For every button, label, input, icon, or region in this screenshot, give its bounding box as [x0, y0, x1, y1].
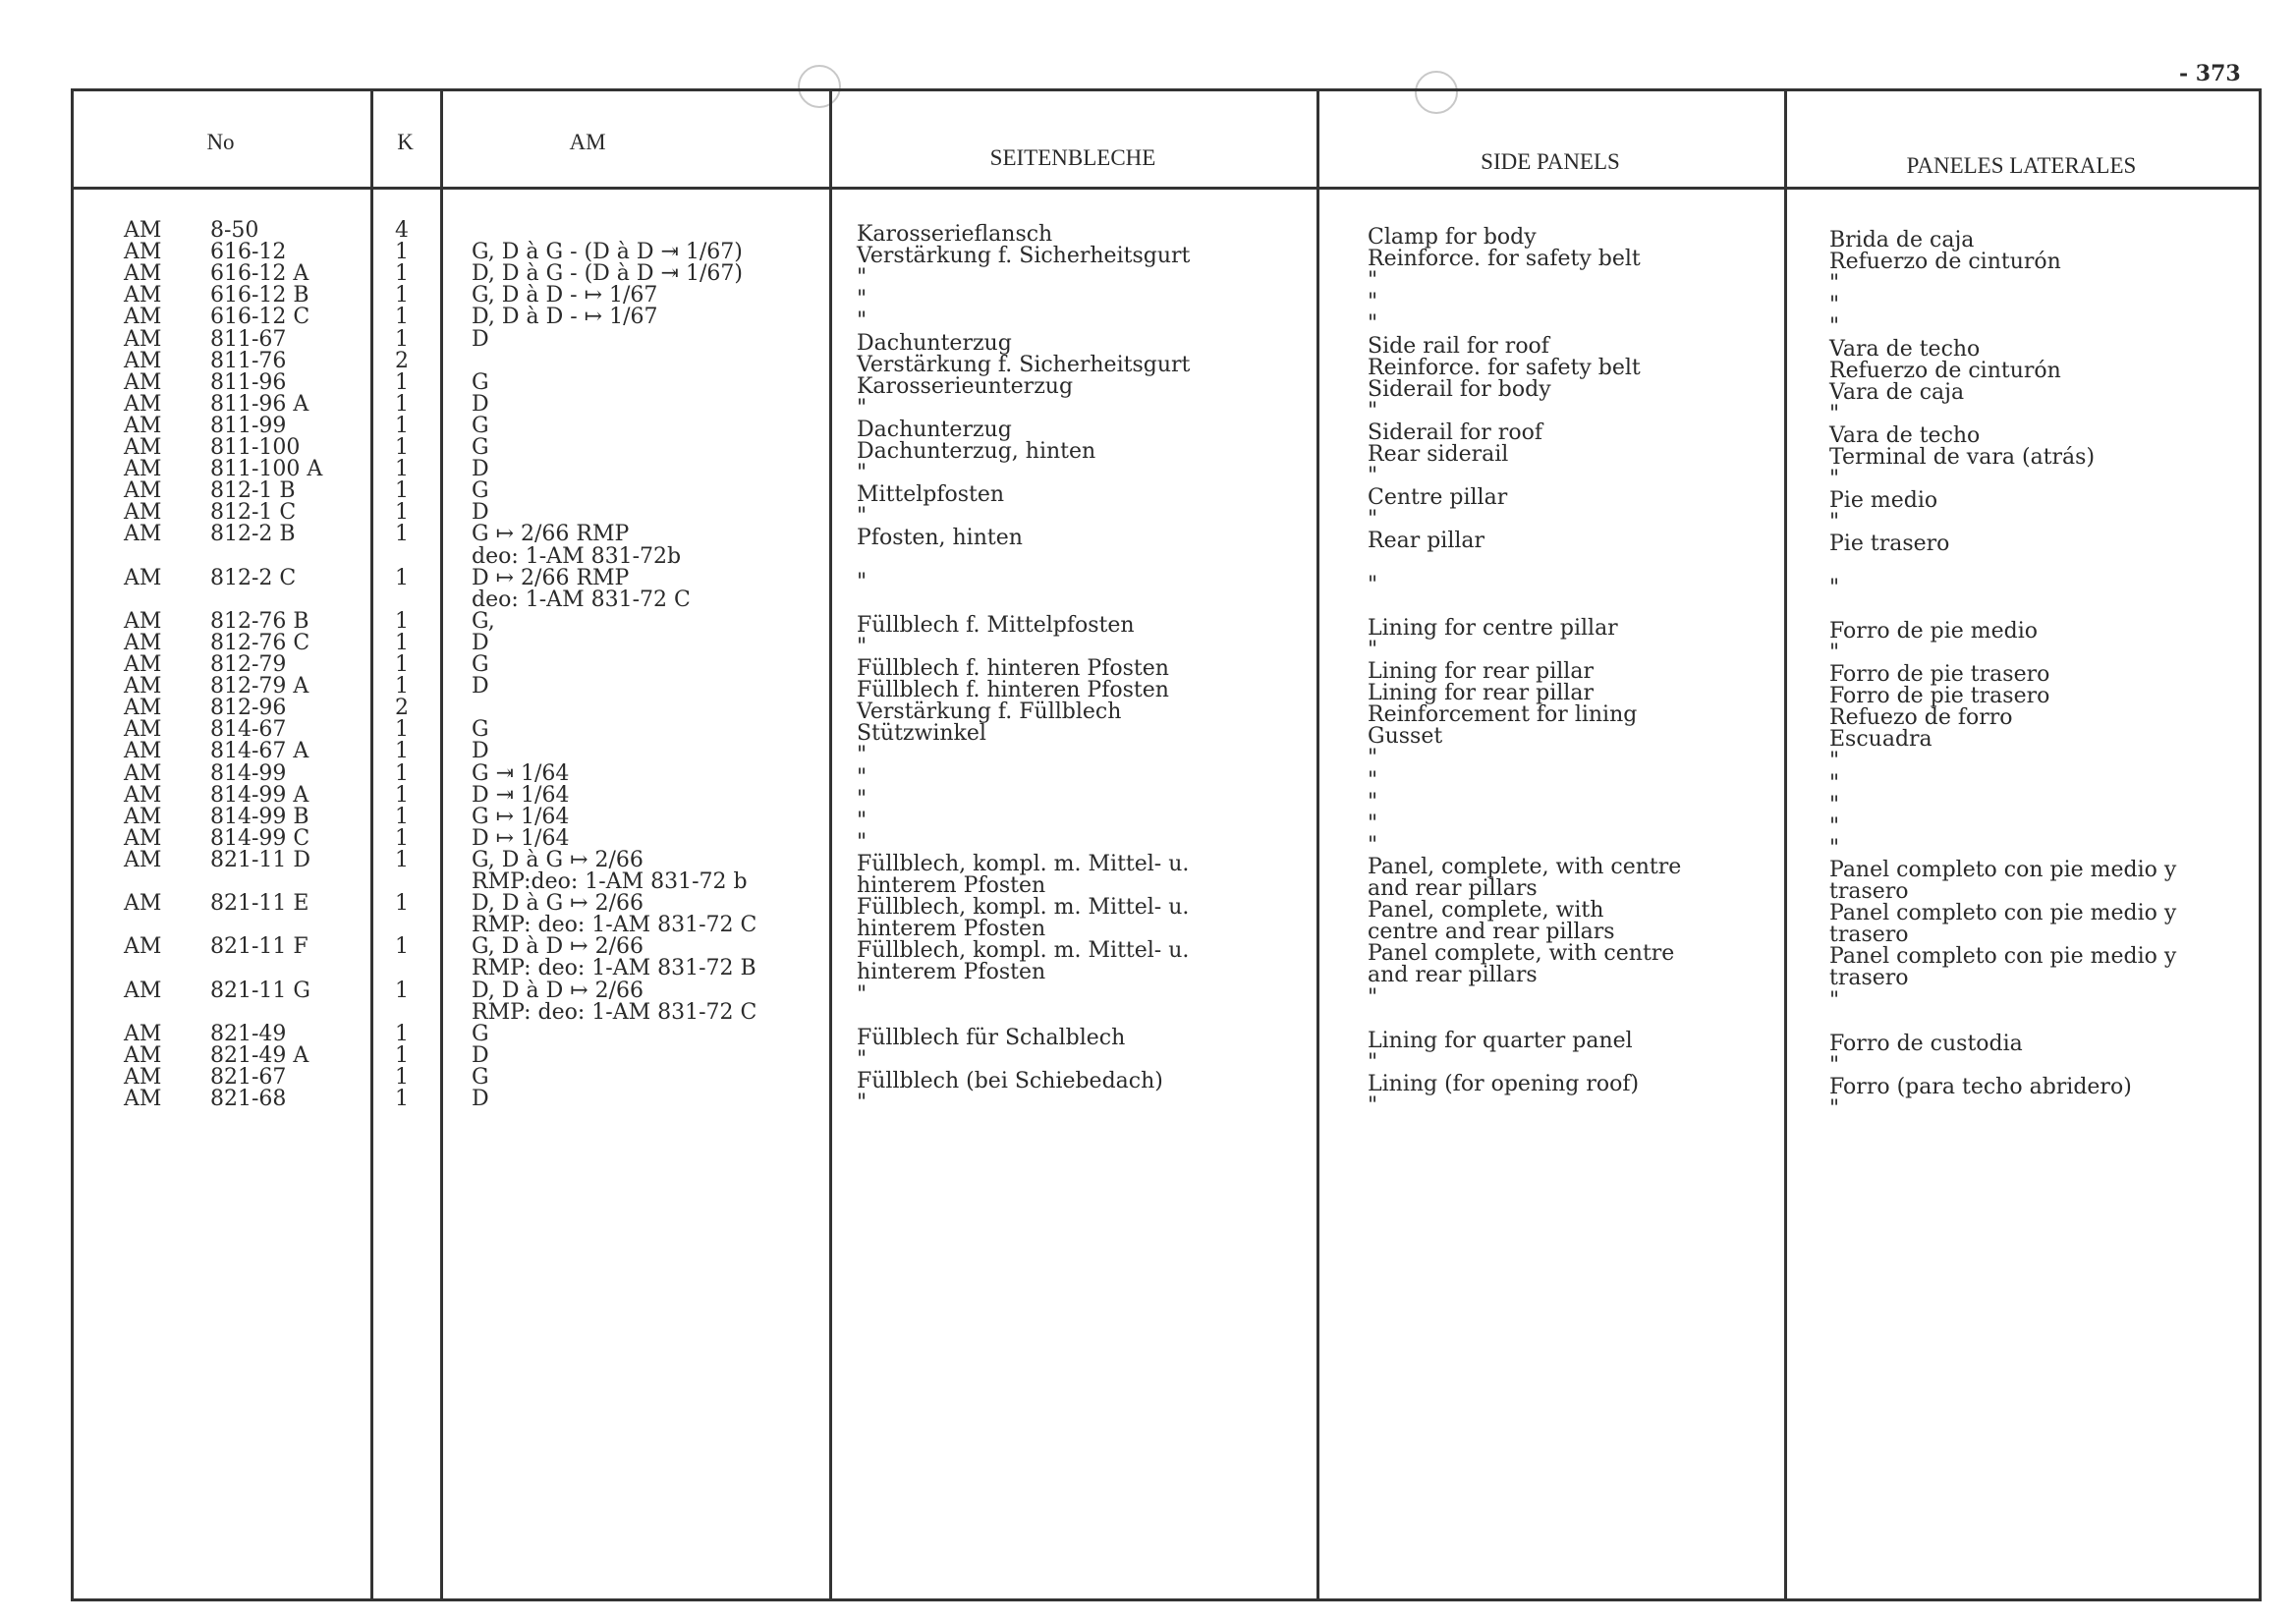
prefix-cell: AM	[124, 847, 162, 872]
spanish-cell: Refuerzo de cinturón	[1829, 250, 2061, 275]
prefix-cell: AM	[124, 1042, 162, 1068]
german-cell: "	[857, 808, 868, 833]
prefix-cell: AM	[124, 1021, 162, 1046]
german-cell: Mittelpfosten	[857, 482, 1005, 508]
german-cell: Füllblech f. hinteren Pfosten	[857, 678, 1169, 703]
quantity-cell: 1	[395, 1087, 409, 1111]
am-cell: G	[472, 369, 489, 395]
part-number-cell: 821-49 A	[210, 1042, 309, 1068]
prefix-cell: AM	[124, 283, 162, 308]
prefix-cell: AM	[124, 261, 162, 287]
german-cell: hinterem Pfosten	[857, 960, 1046, 985]
english-cell: "	[1368, 398, 1378, 423]
english-cell: "	[1368, 637, 1378, 662]
part-number-cell: 812-1 B	[210, 478, 296, 504]
quantity-cell: 1	[395, 1021, 409, 1046]
part-number-cell: 821-11 G	[210, 978, 310, 1003]
quantity-cell: 1	[395, 565, 409, 590]
english-cell: Side rail for roof	[1368, 333, 1549, 359]
prefix-cell: AM	[124, 674, 162, 700]
part-number-cell: 811-100	[210, 435, 301, 460]
german-cell: Verstärkung f. Sicherheitsgurt	[857, 244, 1191, 269]
german-cell: hinterem Pfosten	[857, 873, 1046, 898]
header-german: SEITENBLECHE	[989, 145, 1156, 170]
quantity-cell: 1	[395, 847, 409, 872]
quantity-cell: 1	[395, 413, 409, 438]
quantity-cell: 1	[395, 760, 409, 786]
german-cell: Dachunterzug	[857, 417, 1012, 442]
part-number-cell: 811-100 A	[210, 457, 323, 482]
part-number-cell: 812-79	[210, 652, 287, 677]
english-cell: Lining for rear pillar	[1368, 681, 1594, 706]
english-cell: Lining (for opening roof)	[1368, 1071, 1640, 1096]
prefix-cell: AM	[124, 891, 162, 917]
prefix-cell: AM	[124, 1064, 162, 1090]
quantity-cell: 1	[395, 825, 409, 851]
part-number-cell: 821-67	[210, 1064, 287, 1090]
am-cell: G	[472, 478, 489, 504]
am-cell: G	[472, 1064, 489, 1090]
prefix-cell: AM	[124, 1087, 162, 1111]
german-cell: Füllblech, kompl. m. Mittel- u.	[857, 938, 1190, 964]
english-cell: "	[1368, 464, 1378, 489]
german-cell: "	[857, 634, 868, 659]
am-cell: RMP:deo: 1-AM 831-72 b	[472, 869, 748, 894]
quantity-cell: 1	[395, 326, 409, 352]
am-cell: D, D à G ↦ 2/66	[472, 891, 644, 917]
quantity-cell: 1	[395, 1064, 409, 1090]
english-cell: Gusset	[1368, 724, 1443, 750]
prefix-cell: AM	[124, 825, 162, 851]
prefix-cell: AM	[124, 804, 162, 829]
spanish-cell: "	[1829, 749, 1840, 774]
spanish-cell: Vara de techo	[1829, 336, 1981, 362]
column-divider	[2259, 88, 2262, 1601]
column-divider	[1316, 88, 1319, 1601]
quantity-cell: 1	[395, 1042, 409, 1068]
german-cell: "	[857, 395, 868, 420]
english-cell: Siderail for body	[1368, 376, 1551, 402]
english-cell: Panel, complete, with	[1368, 898, 1604, 924]
am-cell: RMP: deo: 1-AM 831-72 B	[472, 956, 756, 981]
prefix-cell: AM	[124, 782, 162, 808]
column-divider	[370, 88, 373, 1601]
prefix-cell: AM	[124, 457, 162, 482]
quantity-cell: 1	[395, 891, 409, 917]
spanish-cell: Forro de pie medio	[1829, 618, 2039, 644]
spanish-cell: Panel completo con pie medio y	[1829, 857, 2177, 882]
column-divider	[440, 88, 443, 1601]
german-cell: Verstärkung f. Füllblech	[857, 700, 1122, 725]
am-cell: G ⇥ 1/64	[472, 760, 570, 786]
quantity-cell: 1	[395, 978, 409, 1003]
am-cell: G, D à G - (D à D ⇥ 1/67)	[472, 240, 743, 265]
english-cell: Rear pillar	[1368, 529, 1485, 554]
german-cell: Verstärkung f. Sicherheitsgurt	[857, 352, 1191, 377]
am-cell: D ⇥ 1/64	[472, 782, 570, 808]
quantity-cell: 1	[395, 934, 409, 960]
spanish-cell: "	[1829, 640, 1840, 665]
am-cell: D, D à D ↦ 2/66	[472, 978, 644, 1003]
german-cell: Karosserieunterzug	[857, 373, 1074, 399]
spanish-cell: trasero	[1829, 923, 1909, 948]
page-number: - 373	[2179, 61, 2241, 86]
spanish-cell: Panel completo con pie medio y	[1829, 944, 2177, 970]
german-cell: "	[857, 287, 868, 312]
german-cell: "	[857, 569, 868, 594]
quantity-cell: 1	[395, 652, 409, 677]
prefix-cell: AM	[124, 413, 162, 438]
quantity-cell: 1	[395, 283, 409, 308]
german-cell: Karosserieflansch	[857, 222, 1053, 247]
quantity-cell: 1	[395, 717, 409, 743]
part-number-cell: 812-2 C	[210, 565, 297, 590]
spanish-cell: "	[1829, 1096, 1840, 1121]
header-divider	[71, 187, 2262, 190]
am-cell: deo: 1-AM 831-72 C	[472, 587, 691, 612]
table-bottom-border	[71, 1598, 2262, 1601]
part-number-cell: 821-11 E	[210, 891, 309, 917]
prefix-cell: AM	[124, 348, 162, 373]
prefix-cell: AM	[124, 717, 162, 743]
spanish-cell: "	[1829, 293, 1840, 318]
part-number-cell: 812-1 C	[210, 500, 297, 526]
german-cell: Pfosten, hinten	[857, 526, 1023, 551]
prefix-cell: AM	[124, 369, 162, 395]
part-number-cell: 821-68	[210, 1087, 287, 1111]
prefix-cell: AM	[124, 305, 162, 330]
am-cell: D	[472, 326, 489, 352]
german-cell: Füllblech, kompl. m. Mittel- u.	[857, 895, 1190, 921]
spanish-cell: Refuerzo de cinturón	[1829, 358, 2061, 383]
german-cell: "	[857, 461, 868, 486]
part-number-cell: 811-76	[210, 348, 287, 373]
part-number-cell: 811-99	[210, 413, 287, 438]
part-number-cell: 814-99 C	[210, 825, 310, 851]
part-number-cell: 814-99 B	[210, 804, 309, 829]
spanish-cell: "	[1829, 987, 1840, 1013]
am-cell: G, D à G ↦ 2/66	[472, 847, 644, 872]
english-cell: Lining for quarter panel	[1368, 1028, 1633, 1053]
spanish-cell: Vara de caja	[1829, 379, 1965, 405]
am-cell: G	[472, 652, 489, 677]
english-cell: "	[1368, 746, 1378, 771]
quantity-cell: 2	[395, 696, 409, 721]
prefix-cell: AM	[124, 652, 162, 677]
column-divider	[829, 88, 832, 1601]
am-cell: D ↦ 1/64	[472, 825, 570, 851]
am-cell: G, D à D - ↦ 1/67	[472, 283, 658, 308]
spanish-cell: "	[1829, 835, 1840, 861]
english-cell: Reinforcement for lining	[1368, 702, 1638, 728]
am-cell: D	[472, 1042, 489, 1068]
header-k: K	[397, 130, 414, 154]
quantity-cell: 1	[395, 435, 409, 460]
part-number-cell: 812-76 B	[210, 608, 309, 634]
spanish-cell: "	[1829, 314, 1840, 340]
am-cell: D	[472, 674, 489, 700]
part-number-cell: 814-67	[210, 717, 287, 743]
english-cell: and rear pillars	[1368, 963, 1538, 988]
english-cell: Panel, complete, with centre	[1368, 854, 1682, 879]
quantity-cell: 1	[395, 804, 409, 829]
am-cell: G ↦ 2/66 RMP	[472, 522, 630, 547]
quantity-cell: 1	[395, 782, 409, 808]
prefix-cell: AM	[124, 739, 162, 764]
am-cell: D ↦ 2/66 RMP	[472, 565, 630, 590]
quantity-cell: 1	[395, 500, 409, 526]
am-cell: D	[472, 1087, 489, 1111]
english-cell: "	[1368, 811, 1378, 836]
german-cell: "	[857, 1046, 868, 1072]
spanish-cell: Brida de caja	[1829, 228, 1975, 252]
english-cell: "	[1368, 290, 1378, 315]
am-cell: G	[472, 1021, 489, 1046]
english-cell: Siderail for roof	[1368, 420, 1542, 445]
spanish-cell: "	[1829, 1052, 1840, 1078]
column-divider	[1784, 88, 1787, 1601]
english-cell: Clamp for body	[1368, 225, 1537, 250]
spanish-cell: Refuezo de forro	[1829, 705, 2013, 731]
prefix-cell: AM	[124, 326, 162, 352]
spanish-cell: Forro de pie trasero	[1829, 684, 2050, 709]
part-number-cell: 811-67	[210, 326, 287, 352]
german-cell: "	[857, 504, 868, 530]
english-cell: "	[1368, 832, 1378, 858]
am-cell: D, D à G - (D à D ⇥ 1/67)	[472, 261, 743, 287]
am-cell: D	[472, 500, 489, 526]
english-cell: Rear siderail	[1368, 442, 1509, 467]
german-cell: "	[857, 308, 868, 334]
quantity-cell: 1	[395, 305, 409, 330]
am-cell: D	[472, 739, 489, 764]
german-cell: Dachunterzug	[857, 330, 1012, 356]
part-number-cell: 814-99 A	[210, 782, 309, 808]
table-top-border	[71, 88, 2262, 91]
spanish-cell: Forro de pie trasero	[1829, 662, 2050, 687]
spanish-cell: Terminal de vara (atrás)	[1829, 445, 2096, 470]
spanish-cell: "	[1829, 813, 1840, 839]
english-cell: "	[1368, 789, 1378, 814]
spanish-cell: trasero	[1829, 966, 1909, 991]
german-cell: Stützwinkel	[857, 721, 986, 747]
quantity-cell: 1	[395, 608, 409, 634]
prefix-cell: AM	[124, 391, 162, 417]
spanish-cell: "	[1829, 792, 1840, 817]
am-cell: D	[472, 457, 489, 482]
quantity-cell: 1	[395, 240, 409, 265]
spanish-cell: Forro (para techo abridero)	[1829, 1074, 2132, 1099]
english-cell: centre and rear pillars	[1368, 920, 1615, 945]
quantity-cell: 1	[395, 457, 409, 482]
prefix-cell: AM	[124, 435, 162, 460]
spanish-cell: "	[1829, 575, 1840, 600]
am-cell: G ↦ 1/64	[472, 804, 570, 829]
prefix-cell: AM	[124, 478, 162, 504]
prefix-cell: AM	[124, 522, 162, 547]
spanish-cell: Pie medio	[1829, 488, 1938, 514]
part-number-cell: 821-11 D	[210, 847, 311, 872]
quantity-cell: 1	[395, 261, 409, 287]
english-cell: "	[1368, 507, 1378, 532]
part-number-cell: 616-12	[210, 240, 287, 265]
quantity-cell: 1	[395, 391, 409, 417]
english-cell: and rear pillars	[1368, 876, 1538, 901]
german-cell: "	[857, 764, 868, 790]
english-cell: Lining for rear pillar	[1368, 659, 1594, 684]
part-number-cell: 8-50	[210, 218, 259, 243]
header-no: No	[206, 130, 235, 154]
german-cell: "	[857, 829, 868, 855]
german-cell: hinterem Pfosten	[857, 917, 1046, 942]
am-cell: G	[472, 413, 489, 438]
english-cell: "	[1368, 311, 1378, 337]
part-number-cell: 616-12 B	[210, 283, 309, 308]
english-cell: "	[1368, 572, 1378, 597]
am-cell: RMP: deo: 1-AM 831-72 C	[472, 999, 757, 1025]
spanish-cell: "	[1829, 271, 1840, 297]
am-cell: G	[472, 717, 489, 743]
part-number-cell: 616-12 A	[210, 261, 309, 287]
german-cell: Füllblech f. hinteren Pfosten	[857, 656, 1169, 681]
parts-table	[71, 88, 2262, 1601]
header-spanish: PANELES LATERALES	[1906, 153, 2137, 178]
quantity-cell: 1	[395, 630, 409, 655]
spanish-cell: Vara de techo	[1829, 422, 1981, 448]
german-cell: Füllblech (bei Schiebedach)	[857, 1068, 1163, 1093]
prefix-cell: AM	[124, 934, 162, 960]
spanish-cell: Pie trasero	[1829, 532, 1950, 557]
part-number-cell: 821-11 F	[210, 934, 308, 960]
english-cell: "	[1368, 268, 1378, 294]
part-number-cell: 812-2 B	[210, 522, 296, 547]
quantity-cell: 1	[395, 739, 409, 764]
prefix-cell: AM	[124, 218, 162, 243]
am-cell: RMP: deo: 1-AM 831-72 C	[472, 913, 757, 938]
german-cell: Dachunterzug, hinten	[857, 439, 1096, 464]
spanish-cell: "	[1829, 467, 1840, 492]
header-english: SIDE PANELS	[1481, 149, 1620, 174]
quantity-cell: 1	[395, 478, 409, 504]
english-cell: Centre pillar	[1368, 485, 1508, 511]
part-number-cell: 811-96 A	[210, 391, 309, 417]
german-cell: Füllblech, kompl. m. Mittel- u.	[857, 851, 1190, 876]
german-cell: "	[857, 743, 868, 768]
quantity-cell: 1	[395, 674, 409, 700]
english-cell: Lining for centre pillar	[1368, 615, 1618, 641]
spanish-cell: "	[1829, 510, 1840, 535]
prefix-cell: AM	[124, 696, 162, 721]
spanish-cell: "	[1829, 401, 1840, 426]
part-number-cell: 821-49	[210, 1021, 287, 1046]
part-number-cell: 812-79 A	[210, 674, 309, 700]
part-number-cell: 814-67 A	[210, 739, 309, 764]
german-cell: "	[857, 786, 868, 812]
prefix-cell: AM	[124, 240, 162, 265]
quantity-cell: 4	[395, 218, 409, 243]
column-divider	[71, 88, 74, 1601]
part-number-cell: 812-96	[210, 696, 287, 721]
spanish-cell: Forro de custodia	[1829, 1031, 2023, 1056]
quantity-cell: 2	[395, 348, 409, 373]
english-cell: Panel complete, with centre	[1368, 941, 1675, 967]
english-cell: Reinforce. for safety belt	[1368, 355, 1641, 380]
prefix-cell: AM	[124, 760, 162, 786]
english-cell: "	[1368, 767, 1378, 793]
part-number-cell: 812-76 C	[210, 630, 310, 655]
quantity-cell: 1	[395, 522, 409, 547]
german-cell: "	[857, 981, 868, 1007]
part-number-cell: 811-96	[210, 369, 287, 395]
prefix-cell: AM	[124, 630, 162, 655]
english-cell: "	[1368, 984, 1378, 1010]
prefix-cell: AM	[124, 608, 162, 634]
am-cell: G, D à D ↦ 2/66	[472, 934, 644, 960]
german-cell: "	[857, 1091, 868, 1115]
german-cell: "	[857, 265, 868, 291]
quantity-cell: 1	[395, 369, 409, 395]
prefix-cell: AM	[124, 978, 162, 1003]
english-cell: "	[1368, 1049, 1378, 1075]
prefix-cell: AM	[124, 565, 162, 590]
part-number-cell: 814-99	[210, 760, 287, 786]
am-cell: D	[472, 391, 489, 417]
am-cell: deo: 1-AM 831-72b	[472, 543, 682, 569]
prefix-cell: AM	[124, 500, 162, 526]
spanish-cell: Panel completo con pie medio y	[1829, 901, 2177, 926]
spanish-cell: "	[1829, 770, 1840, 796]
english-cell: Reinforce. for safety belt	[1368, 247, 1641, 272]
am-cell: D	[472, 630, 489, 655]
spanish-cell: Escuadra	[1829, 727, 1932, 753]
english-cell: "	[1368, 1093, 1378, 1118]
german-cell: Füllblech f. Mittelpfosten	[857, 612, 1135, 638]
am-cell: D, D à D - ↦ 1/67	[472, 305, 658, 330]
part-number-cell: 616-12 C	[210, 305, 310, 330]
header-am: AM	[569, 130, 606, 154]
am-cell: G,	[472, 608, 495, 634]
german-cell: Füllblech für Schalblech	[857, 1025, 1126, 1050]
spanish-cell: trasero	[1829, 879, 1909, 904]
am-cell: G	[472, 435, 489, 460]
